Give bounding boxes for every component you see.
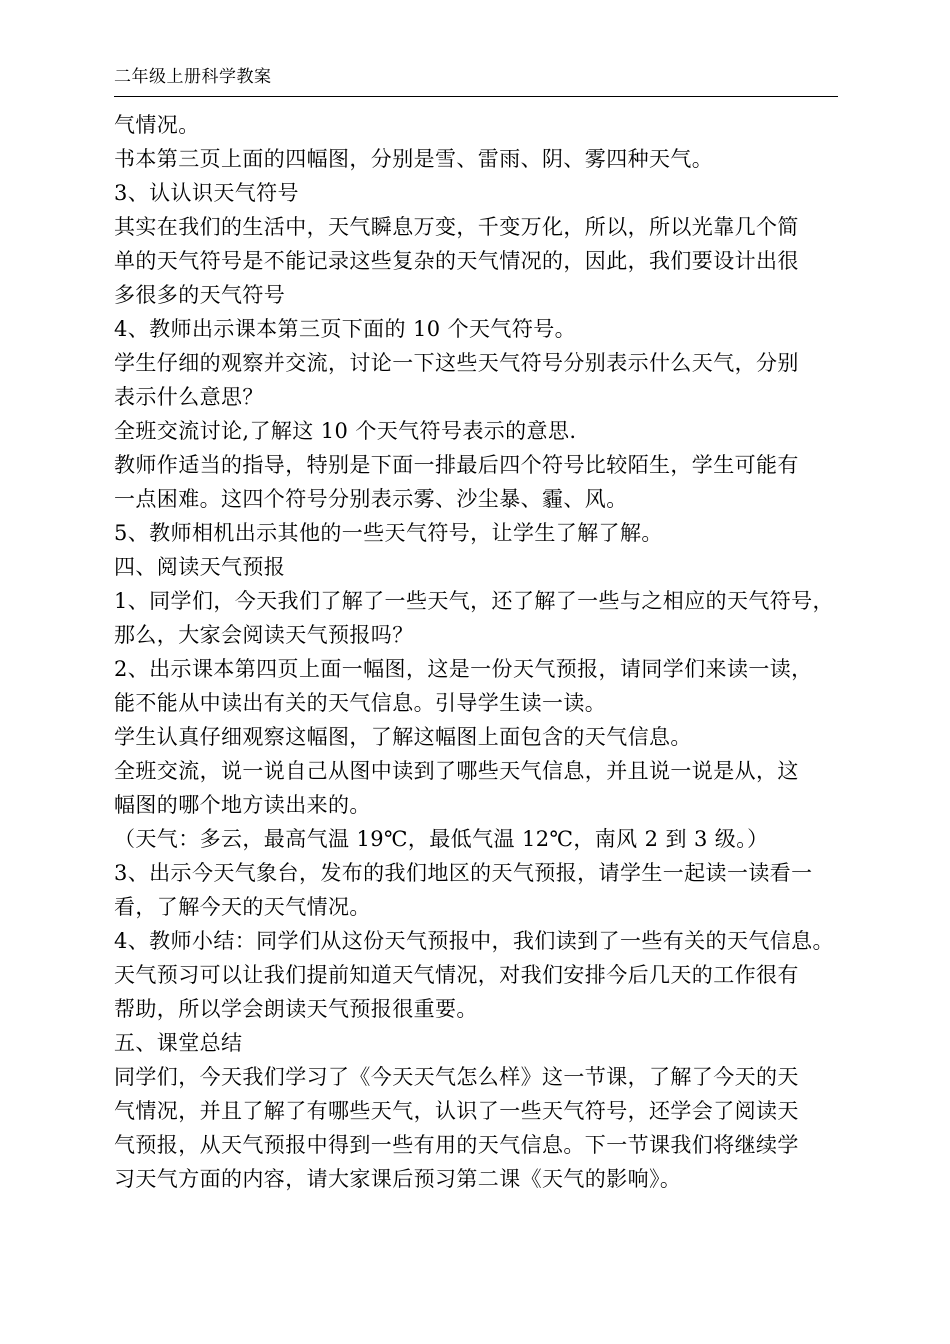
text-line: 书本第三页上面的四幅图，分别是雪、雷雨、阴、雾四种天气。: [114, 147, 714, 171]
text-line: 全班交流，说一说自己从图中读到了哪些天气信息，并且说一说是从，这: [114, 759, 799, 783]
text-line: （天气：多云，最高气温 19℃，最低气温 12℃，南风 2 到 3 级。）: [114, 827, 769, 851]
text-line: 幅图的哪个地方读出来的。: [114, 793, 371, 817]
text-line: 学生仔细的观察并交流，讨论一下这些天气符号分别表示什么天气，分别: [114, 351, 799, 375]
text-line: 一点困难。这四个符号分别表示雾、沙尘暴、霾、风。: [114, 487, 628, 511]
text-line: 气预报，从天气预报中得到一些有用的天气信息。下一节课我们将继续学: [114, 1133, 799, 1157]
page-header: [114, 62, 838, 97]
section-heading: 四、阅读天气预报: [114, 555, 286, 579]
text-line: 天气预习可以让我们提前知道天气情况，对我们安排今后几天的工作很有: [114, 963, 799, 987]
text-line: 全班交流讨论,了解这 10 个天气符号表示的意思.: [114, 419, 577, 443]
header-title: 二年级上册科学教案: [114, 67, 272, 87]
text-line: 表示什么意思？: [114, 385, 264, 409]
text-line: 气情况，并且了解了有哪些天气，认识了一些天气符号，还学会了阅读天: [114, 1099, 799, 1123]
text-line: 1、同学们，今天我们了解了一些天气，还了解了一些与之相应的天气符号，: [114, 589, 834, 613]
text-line: 多很多的天气符号: [114, 283, 286, 307]
text-line: 4、教师出示课本第三页下面的 10 个天气符号。: [114, 317, 577, 341]
text-line: 单的天气符号是不能记录这些复杂的天气情况的，因此，我们要设计出很: [114, 249, 799, 273]
text-line: 习天气方面的内容，请大家课后预习第二课《天气的影响》。: [114, 1167, 682, 1191]
text-line: 3、出示今天气象台，发布的我们地区的天气预报，请学生一起读一读看一: [114, 861, 813, 885]
text-line: 气情况。: [114, 113, 200, 137]
text-line: 5、教师相机出示其他的一些天气符号，让学生了解了解。: [114, 521, 663, 545]
text-line: 看，了解今天的天气情况。: [114, 895, 371, 919]
text-line: 教师作适当的指导，特别是下面一排最后四个符号比较陌生，学生可能有: [114, 453, 799, 477]
section-heading: 五、课堂总结: [114, 1031, 243, 1055]
section-heading: 3、认认识天气符号: [114, 181, 299, 205]
document-body: [114, 108, 844, 1196]
text-line: 其实在我们的生活中，天气瞬息万变，千变万化，所以，所以光靠几个简: [114, 215, 799, 239]
text-line: 2、出示课本第四页上面一幅图，这是一份天气预报，请同学们来读一读，: [114, 657, 813, 681]
text-line: 帮助，所以学会朗读天气预报很重要。: [114, 997, 478, 1021]
text-line: 学生认真仔细观察这幅图，了解这幅图上面包含的天气信息。: [114, 725, 692, 749]
text-line: 同学们，今天我们学习了《今天天气怎么样》这一节课，了解了今天的天: [114, 1065, 799, 1089]
text-line: 4、教师小结：同学们从这份天气预报中，我们读到了一些有关的天气信息。: [114, 929, 834, 953]
text-line: 那么，大家会阅读天气预报吗？: [114, 623, 414, 647]
text-line: 能不能从中读出有关的天气信息。引导学生读一读。: [114, 691, 607, 715]
